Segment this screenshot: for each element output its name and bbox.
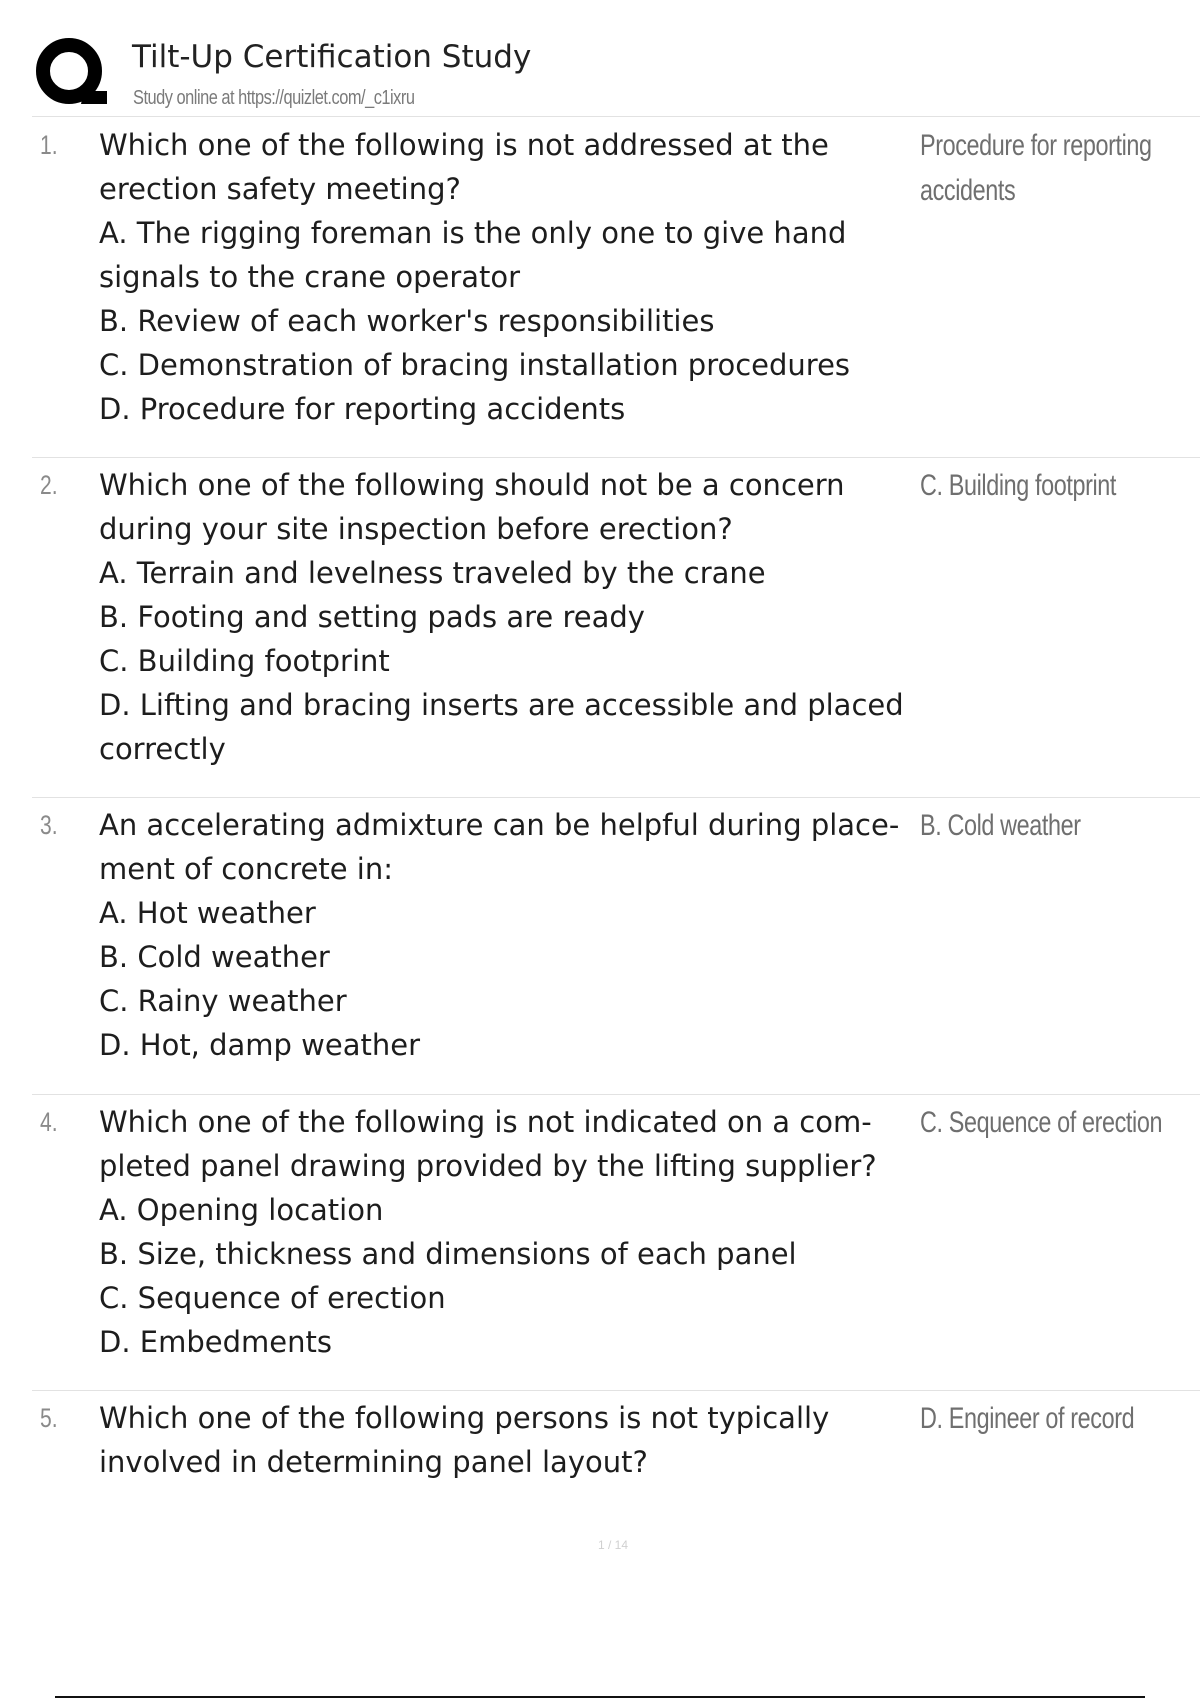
question-text xyxy=(99,123,949,431)
question-number: 5. xyxy=(40,1403,58,1433)
option-b-line: B. Size, thickness and dimensions of each panel xyxy=(99,1237,797,1271)
option-d-line: D. Procedure for reporting accidents xyxy=(99,392,626,426)
option-d-line: D. Lifting and bracing inserts are accessible and placed xyxy=(99,688,904,722)
answer-line: D. Engineer of record xyxy=(920,1402,1135,1435)
question-text xyxy=(99,463,949,771)
question-number: 4. xyxy=(40,1107,58,1137)
question-line: during your site inspection before erection? xyxy=(99,512,733,546)
page-number: 1 / 14 xyxy=(598,1538,629,1552)
answer-text xyxy=(920,803,1200,848)
answer-line: accidents xyxy=(920,174,1016,207)
answer-line: B. Cold weather xyxy=(920,809,1081,842)
page-title: Tilt-Up Certification Study xyxy=(132,39,532,75)
page-header xyxy=(32,30,1200,117)
question-line: pleted panel drawing provided by the lifting supplier? xyxy=(99,1149,877,1183)
option-c-line: C. Rainy weather xyxy=(99,984,347,1018)
option-d-line: D. Embedments xyxy=(99,1325,332,1359)
question-card-1 xyxy=(32,117,1200,458)
answer-line: C. Sequence of erection xyxy=(920,1106,1163,1139)
option-b-line: B. Cold weather xyxy=(99,940,330,974)
question-text xyxy=(99,1396,949,1484)
option-a-line: A. Hot weather xyxy=(99,896,316,930)
study-online-link[interactable]: Study online at https://quizlet.com/_c1ixru xyxy=(133,87,415,109)
option-c-line: C. Building footprint xyxy=(99,644,390,678)
option-a-line: A. Opening location xyxy=(99,1193,384,1227)
question-card-2 xyxy=(32,457,1200,798)
question-line: erection safety meeting? xyxy=(99,172,461,206)
option-b-line: B. Footing and setting pads are ready xyxy=(99,600,645,634)
bottom-divider xyxy=(55,1696,1145,1698)
question-card-4 xyxy=(32,1094,1200,1391)
option-d-line: D. Hot, damp weather xyxy=(99,1028,421,1062)
question-number: 3. xyxy=(40,810,58,840)
answer-text xyxy=(920,463,1200,508)
question-line: Which one of the following is not indicated on a com- xyxy=(99,1105,872,1139)
question-line: involved in determining panel layout? xyxy=(99,1445,648,1479)
question-line: ment of concrete in: xyxy=(99,852,394,886)
option-a-line: signals to the crane operator xyxy=(99,260,521,294)
option-a-line: A. Terrain and levelness traveled by the crane xyxy=(99,556,766,590)
question-line: An accelerating admixture can be helpful during place- xyxy=(99,808,900,842)
option-a-line: A. The rigging foreman is the only one to give hand xyxy=(99,216,847,250)
question-text xyxy=(99,1100,949,1364)
quizlet-q-logo-icon xyxy=(32,33,112,113)
question-line: Which one of the following is not addressed at the xyxy=(99,128,829,162)
answer-line: Procedure for reporting xyxy=(920,129,1152,162)
question-number: 1. xyxy=(40,130,58,160)
question-line: Which one of the following persons is not typically xyxy=(99,1401,830,1435)
question-line: Which one of the following should not be a concern xyxy=(99,468,845,502)
option-c-line: C. Sequence of erection xyxy=(99,1281,446,1315)
option-b-line: B. Review of each worker's responsibilities xyxy=(99,304,715,338)
answer-text xyxy=(920,1100,1200,1145)
option-d-line: correctly xyxy=(99,732,226,766)
answer-line: C. Building footprint xyxy=(920,469,1117,502)
answer-text xyxy=(920,123,1200,213)
option-c-line: C. Demonstration of bracing installation procedures xyxy=(99,348,851,382)
question-number: 2. xyxy=(40,470,58,500)
question-card-5 xyxy=(32,1390,1200,1500)
answer-text xyxy=(920,1396,1200,1441)
question-card-3 xyxy=(32,797,1200,1095)
question-text xyxy=(99,803,949,1067)
